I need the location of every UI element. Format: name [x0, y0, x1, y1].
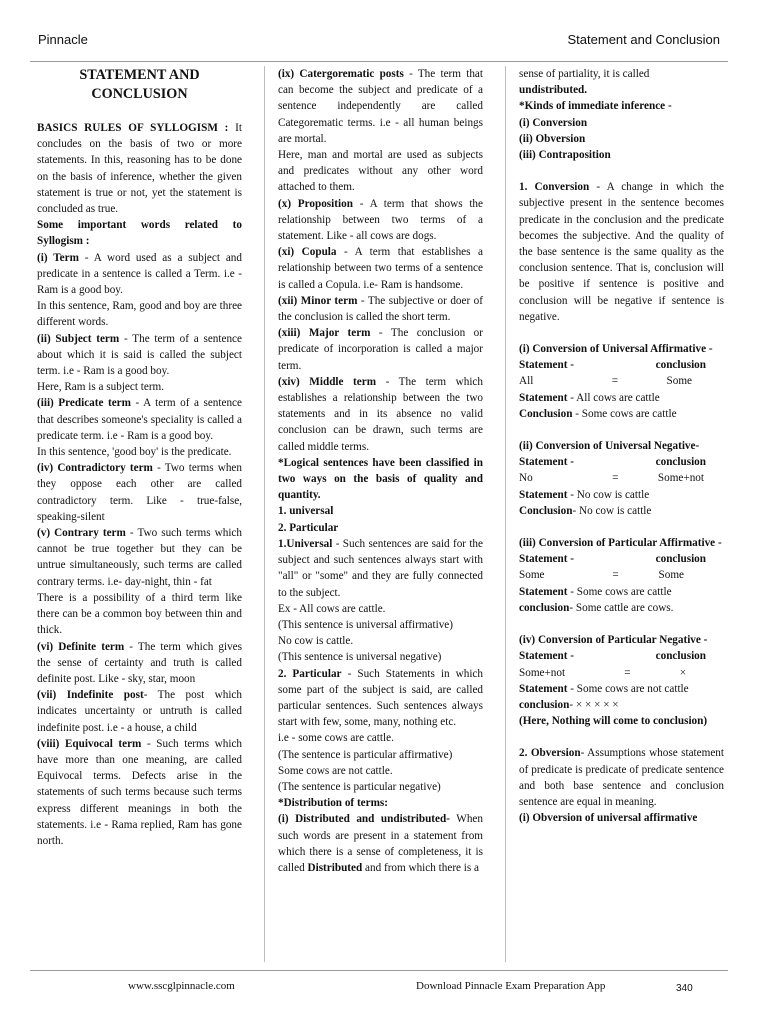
paragraph: Statement - Some cows are cattle: [519, 585, 672, 598]
page-title: STATEMENT AND CONCLUSION: [79, 67, 200, 102]
paragraph: (xiv) Middle term - The term which establishes a relationship between the two statements and in its absence no valid conclusion can be drawn, such terms are called middle terms.: [278, 375, 483, 453]
paragraph: 2. Particular - Such Statements in which some part of the subject is said, are called particular sentences. Such sentences always start with few, some, many, nothing etc.: [278, 667, 483, 729]
paragraph: (xii) Minor term - The subjective or doer of the conclusion is called the short term.: [278, 294, 484, 324]
paragraph: sense of partiality, it is called: [519, 68, 650, 80]
paragraph: In this sentence, Ram, good and boy are three different words.: [37, 300, 242, 329]
table-row: Statement - conclusion: [519, 359, 706, 372]
paragraph: No cow is cattle.: [278, 635, 354, 648]
paragraph: Some important words related to Syllogism :: [37, 219, 242, 248]
section-heading: (iv) Conversion of Particular Negative -: [519, 634, 708, 647]
paragraph: (iv) Contradictory term - Two terms when they oppose each other are called contradictory term. Like - true-false, speaking-silent: [37, 462, 242, 523]
paragraph: (This sentence is universal affirmative): [278, 618, 454, 631]
paragraph: Ex - All cows are cattle.: [278, 602, 386, 615]
header-rule: [30, 61, 728, 62]
paragraph: Here, Ram is a subject term.: [37, 381, 165, 394]
paragraph: BASICS RULES OF SYLLOGISM : It concludes on the basis of two or more statements. In this, reasoning has to be done on the basis of inference, whether the given statement is true or not, yet the statement is concluded as true.: [37, 122, 242, 216]
paragraph: undistributed.: [519, 84, 588, 97]
paragraph: (ii) Subject term - The term of a sentence about which it is said is called the subject term. i.e - Ram is a good boy.: [37, 332, 242, 378]
column-3: [519, 66, 724, 826]
paragraph: (Here, Nothing will come to conclusion): [519, 715, 708, 728]
paragraph: 1.Universal - Such sentences are said for the subject and such sentences always start with "all" or "some" and they are fully connected to the subject.: [278, 537, 483, 599]
paragraph: (The sentence is particular affirmative): [278, 748, 453, 761]
paragraph: 1. Conversion - A change in which the subjective present in the sentence becomes predicate in the conclusion and the predicate becomes the subjective. And the quality of the base sentence is the same quality as the conclusion sentence. That is, conclusion will be positive if sentence is positive and conclusion will be negative if sentence is negative.: [519, 181, 724, 323]
paragraph: (x) Proposition - A term that shows the relationship between two terms of a statement. Like - all cows are dogs.: [278, 197, 483, 243]
footer-app-text: Download Pinnacle Exam Preparation App: [416, 980, 606, 992]
table-row: Some+not = ×: [519, 666, 686, 679]
paragraph: 2. Obversion- Assumptions whose statement of predicate is predicate of predicate sentence and both base sentence and conclusion sentence are equal in meaning.: [519, 747, 724, 808]
paragraph: conclusion- Some cattle are cows.: [519, 601, 674, 614]
table-row: Statement - conclusion: [519, 553, 706, 566]
section-heading: (ii) Conversion of Universal Negative-: [519, 440, 700, 453]
paragraph: (ix) Catergorematic posts - The term that can become the subject and predicate of a sentence independently are called Categorematic terms. i.e - all human beings are mortal.: [278, 68, 483, 145]
table-row: Some = Some: [519, 569, 684, 582]
paragraph: (xiii) Major term - The conclusion or predicate of incorporation is called a major term.: [278, 327, 483, 372]
paragraph: (This sentence is universal negative): [278, 651, 442, 664]
page-number: 340: [676, 983, 693, 994]
paragraph: Statement - Some cows are not cattle: [519, 682, 689, 695]
paragraph: Here, man and mortal are used as subjects and predicates without any other word attached to them.: [278, 149, 483, 194]
list-item: (ii) Obversion: [519, 132, 586, 145]
column-divider-1: [264, 66, 265, 962]
column-1: [37, 66, 242, 849]
table-row: Statement - conclusion: [519, 456, 706, 469]
section-heading: (iii) Conversion of Particular Affirmative -: [519, 537, 722, 550]
paragraph: (i) Term - A word used as a subject and predicate in a sentence is called a Term. i.e - Ram is a good boy.: [37, 251, 242, 297]
footer-website-link[interactable]: www.sscglpinnacle.com: [128, 980, 235, 992]
paragraph: (vi) Definite term - The term which gives the sense of certainty and truth is called definite post. Like - sky, star, moon: [37, 640, 243, 685]
paragraph: *Kinds of immediate inference -: [519, 100, 672, 113]
paragraph: (iii) Predicate term - A term of a sentence that describes someone's speciality is called a predicate term. i.e - Ram is a good boy.: [37, 397, 242, 442]
paragraph: 2. Particular: [278, 521, 339, 534]
paragraph: (The sentence is particular negative): [278, 780, 441, 793]
column-divider-2: [505, 66, 506, 962]
paragraph: (v) Contrary term - Two such terms which cannot be true together but they can be untrue simultaneously, such terms are called contrary terms. i.e- day-night, thin - fat: [37, 527, 242, 588]
header-left: Pinnacle: [38, 32, 88, 47]
paragraph: (xi) Copula - A term that establishes a relationship between two terms of a sentence is called a Copula. i.e- Ram is handsome.: [278, 246, 483, 291]
section-heading: (i) Conversion of Universal Affirmative -: [519, 343, 713, 356]
paragraph: (i) Obversion of universal affirmative: [519, 812, 698, 825]
list-item: (i) Conversion: [519, 116, 588, 129]
paragraph: There is a possibility of a third term like there can be a common boy between thin and thick.: [37, 591, 242, 637]
paragraph: Statement - No cow is cattle: [519, 488, 650, 501]
paragraph: (i) Distributed and undistributed- When such words are present in a statement from which there is a sense of completeness, it is called Distributed and from which there is a: [278, 813, 483, 874]
paragraph: 1. universal: [278, 505, 334, 518]
table-row: All = Some: [519, 375, 692, 388]
footer-rule: [30, 970, 728, 971]
paragraph: Conclusion- No cow is cattle: [519, 504, 652, 517]
paragraph: Conclusion - Some cows are cattle: [519, 407, 677, 420]
paragraph: Statement - All cows are cattle: [519, 391, 660, 404]
header-right: Statement and Conclusion: [567, 32, 720, 47]
column-2: [278, 66, 483, 876]
paragraph: (vii) Indefinite post- The post which indicates uncertainty or untruth is called indefinite post. i.e - a house, a child: [37, 689, 242, 734]
paragraph: conclusion- × × × × ×: [519, 698, 619, 711]
paragraph: *Distribution of terms:: [278, 797, 388, 810]
paragraph: (viii) Equivocal term - Such terms which have more than one meaning, are called Equivocal terms. Defects arise in the statements of such terms because such terms express different meanings in both the statements. i.e - Rama replied, Ram has gone north.: [37, 737, 243, 847]
list-item: (iii) Contraposition: [519, 149, 611, 162]
table-row: No = Some+not: [519, 472, 704, 485]
paragraph: In this sentence, 'good boy' is the predicate.: [37, 446, 232, 459]
paragraph: Some cows are not cattle.: [278, 764, 393, 777]
paragraph: i.e - some cows are cattle.: [278, 732, 394, 745]
table-row: Statement - conclusion: [519, 650, 706, 663]
paragraph: *Logical sentences have been classified in two ways on the basis of quality and quantity.: [278, 456, 483, 502]
